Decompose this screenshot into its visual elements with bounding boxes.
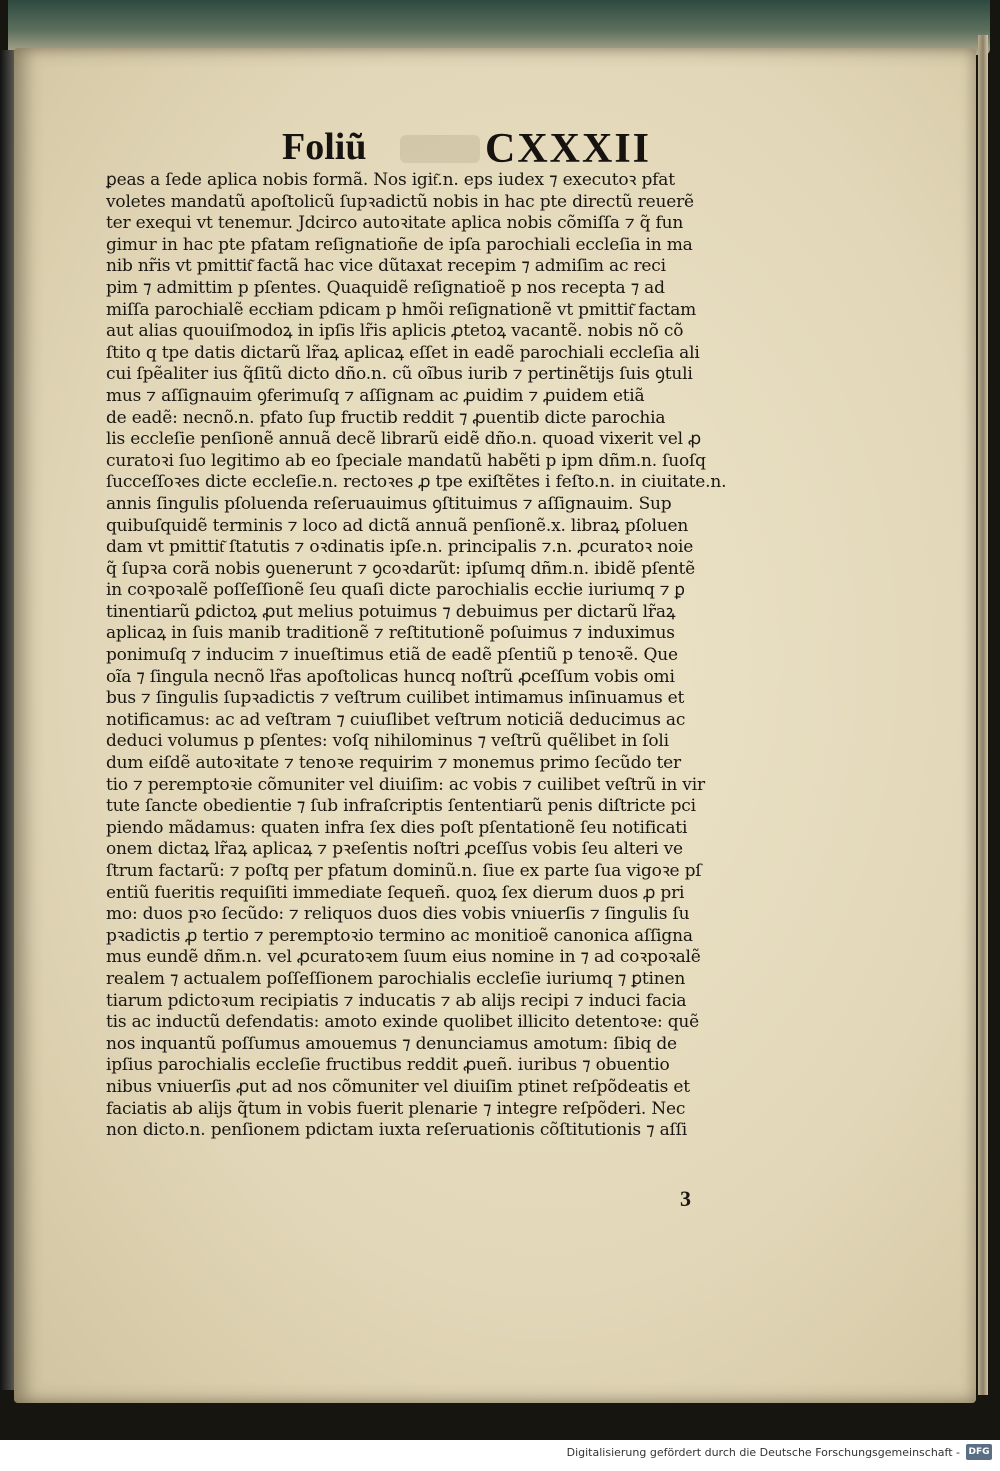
show-through-ink (400, 135, 480, 163)
text-line: tinentiarũ ꝑdictoꝝ ꝓut melius potuimus ⁊ debuimus per dictarũ lr̃aꝝ (106, 601, 676, 622)
text-line: aut alias quouiſmodoꝝ in ipſis lr̃is aplicis ꝓtetoꝝ vacantẽ. nobis nõ cõ (106, 321, 684, 342)
text-line: ter exequi vt tenemur. Jdcirco autoꝛitate aplica nobis cõmiſſa ⁊ q̃ fun (106, 213, 684, 234)
text-line: entiũ fueritis requiſiti immediate ſequeñ. quoꝝ ſex dierum duos ꝓ pri (106, 882, 685, 903)
text-line: piendo mãdamus: quaten infra ſex dies poſt pſentationẽ ſeu notificati (106, 817, 688, 838)
folio-number: CXXXII (485, 126, 652, 172)
text-line: ſucceſſoꝛes dicte eccleſie.n. rectoꝛes ꝓ tpe exiſtẽtes i feſto.n. in ciuitate.n. (106, 472, 727, 493)
text-line: nos inquantũ poſſumus amouemus ⁊ denunciamus amotum: ſibiq de (106, 1033, 677, 1054)
text-line: cui ſpẽaliter ius q̃ſitũ dicto dño.n. cũ oĩbus iurib ⁊ pertinẽtijs ſuis ꝯtuli (106, 364, 693, 385)
text-line: nib nr̃is vt pmittit͂ factã hac vice dũtaxat recepim ⁊ admiſim ac reci (106, 256, 666, 277)
text-line: ꝑeas a ſede aplica nobis formã. Nos igit͂.n. eps iudex ⁊ executoꝛ pfat (106, 170, 675, 190)
text-line: aplicaꝝ in ſuis manib traditionẽ ⁊ reſtitutionẽ poſuimus ⁊ induximus (106, 623, 675, 644)
text-line: notificamus: ac ad veſtram ⁊ cuiuſlibet veſtrum noticiã deducimus ac (106, 709, 686, 730)
footer-bar (0, 1440, 1000, 1471)
text-line: ſtito q tpe datis dictarũ lr̃aꝝ aplicaꝝ eſſet in eadẽ parochiali eccleſia ali (106, 342, 700, 363)
text-line: onem dictaꝝ lr̃aꝝ aplicaꝝ ⁊ pꝛeſentis noſtri ꝓceſſus vobis ſeu alteri ve (106, 839, 683, 860)
text-line: voletes mandatũ apoſtolicũ ſupꝛadictũ nobis in hac pte directũ reuerẽ (106, 191, 694, 212)
text-line: non dicto.n. penſionem pdictam iuxta reſeruationis cõſtitutionis ⁊ aſſi (106, 1120, 687, 1141)
text-line: pim ⁊ admittim p pſentes. Quaquidẽ reſignatioẽ p nos recepta ⁊ ad (106, 277, 665, 298)
text-line: in coꝛpoꝛalẽ poſſeſſionẽ ſeu quaſi dicte parochialis eccłie iuriumq ⁊ ꝑ (106, 580, 685, 601)
text-line: tute ſancte obedientie ⁊ ſub infraſcriptis ſententiarũ penis diſtricte pci (106, 796, 696, 817)
text-line: tis ac inductũ defendatis: amoto exinde quolibet illicito detentoꝛe: quẽ (106, 1012, 699, 1033)
text-line: oĩa ⁊ ſingula necnõ lr̃as apoſtolicas huncq noſtrũ ꝓceſſum vobis omi (106, 666, 675, 687)
folio-header (0, 115, 1000, 175)
text-line: ipſius parochialis eccleſie fructibus reddit ꝓueñ. iuribus ⁊ obuentio (106, 1055, 670, 1076)
dfg-logo-icon: DFG (966, 1444, 992, 1460)
text-line: de eadẽ: necnõ.n. pfato ſup fructib reddit ⁊ ꝓuentib dicte parochia (106, 407, 666, 428)
text-line: deduci volumus p pſentes: voſq nihilominus ⁊ veſtrũ quẽlibet in ſoli (106, 731, 669, 752)
body-text (106, 170, 766, 1142)
text-line: curatoꝛi ſuo legitimo ab eo ſpeciale mandatũ habẽti p ipm dñm.n. ſuoſq (106, 450, 706, 471)
text-line: q̃ ſupꝛa corã nobis ꝯuenerunt ⁊ ꝯcoꝛdarũt: ipſumq dñm.n. ibidẽ pſentẽ (106, 558, 695, 579)
signature-mark: 3 (680, 1186, 691, 1211)
text-line: tio ⁊ peremptoꝛie cõmuniter vel diuiſim: ac vobis ⁊ cuilibet veſtrũ in vir (106, 774, 705, 795)
text-line: gimur in hac pte pfatam reſignatioñe de ipſa parochiali eccleſia in ma (106, 234, 693, 255)
text-line: mo: duos pꝛo ſecũdo: ⁊ reliquos duos dies vobis vniuerſis ⁊ ſingulis ſu (106, 904, 690, 925)
text-line: miſſa parochialẽ eccłiam pdicam p hmõi reſignationẽ vt pmittit͂ factam (106, 299, 697, 320)
text-line: lis eccleſie penſionẽ annuã decẽ librarũ eidẽ dño.n. quoad vixerit vel ꝓ (106, 429, 702, 450)
text-line: ponimuſq ⁊ inducim ⁊ inueſtimus etiã de eadẽ pſentiũ p tenoꝛẽ. Que (106, 645, 678, 666)
text-line: realem ⁊ actualem poſſeſſionem parochialis eccleſie iuriumq ⁊ ꝑtinen (106, 968, 686, 989)
text-line: faciatis ab alijs q̃tum in vobis fuerit plenarie ⁊ integre reſpõderi. Nec (106, 1098, 686, 1119)
funding-notice: Digitalisierung gefördert durch die Deutsche Forschungsgemeinschaft - (566, 1446, 960, 1459)
text-line: dum eiſdẽ autoꝛitate ⁊ tenoꝛe requirim ⁊ monemus primo ſecũdo ter (106, 753, 681, 774)
text-line: bus ⁊ ſingulis ſupꝛadictis ⁊ veſtrum cuilibet intimamus inſinuamus et (106, 688, 685, 709)
text-line: annis ſingulis pſoluenda reſeruauimus ꝯſtituimus ⁊ aſſignauim. Sup (106, 493, 672, 514)
text-line: pꝛadictis ꝓ tertio ⁊ peremptoꝛio termino ac monitioẽ canonica aſſigna (106, 925, 693, 946)
text-line: ſtrum factarũ: ⁊ poſtq per pfatum dominũ.n. ſiue ex parte ſua vigoꝛe pſ (106, 861, 702, 881)
page-fore-edge (978, 35, 988, 1395)
text-line: nibus vniuerſis ꝓut ad nos cõmuniter vel diuiſim ptinet reſpõdeatis et (106, 1076, 690, 1097)
book-page-edge (8, 0, 990, 55)
text-line: dam vt pmittit͂ ſtatutis ⁊ oꝛdinatis ipſe.n. principalis ⁊.n. ꝓcuratoꝛ noie (106, 537, 694, 558)
text-line: mus ⁊ aſſignauim ꝯferimuſq ⁊ aſſignam ac ꝓuidim ⁊ ꝓuidem etiã (106, 385, 645, 406)
folio-word: Foliũ (282, 126, 367, 168)
text-line: mus eundẽ dñm.n. vel ꝓcuratoꝛem ſuum eius nomine in ⁊ ad coꝛpoꝛalẽ (106, 947, 701, 968)
text-line: tiarum pdictoꝛum recipiatis ⁊ inducatis ⁊ ab alijs recipi ⁊ induci facia (106, 990, 687, 1011)
text-line: quibuſquidẽ terminis ⁊ loco ad dictã annuã penſionẽ.x. libraꝝ pſoluen (106, 515, 689, 536)
